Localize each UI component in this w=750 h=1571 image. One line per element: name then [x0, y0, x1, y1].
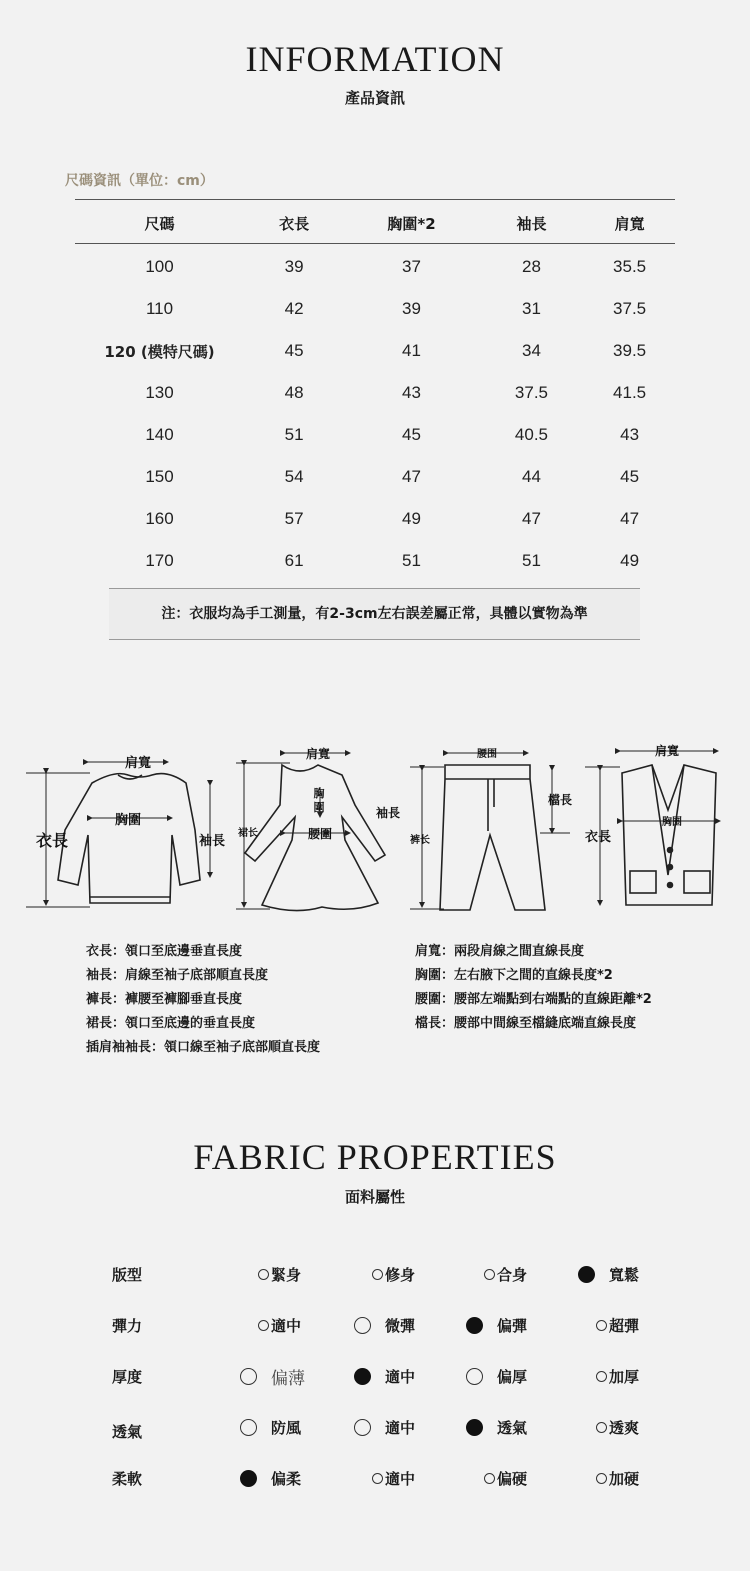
table-row	[75, 414, 675, 456]
property-option	[578, 1263, 639, 1285]
option-label: 修身	[385, 1265, 416, 1284]
property-option	[484, 1263, 527, 1285]
col-header-size: 尺碼	[144, 214, 175, 233]
radio-icon	[466, 1368, 483, 1385]
measurement-cell: 51	[522, 551, 541, 570]
property-label: 透氣	[112, 1423, 143, 1441]
selected-radio-icon	[466, 1317, 483, 1334]
option-label: 微彈	[385, 1316, 416, 1335]
label-dress-chest-2: 圍	[313, 801, 325, 814]
property-option	[466, 1314, 527, 1336]
property-label: 彈力	[112, 1317, 143, 1335]
note-bottom-rule	[109, 639, 640, 640]
table-row	[75, 246, 675, 288]
option-label: 透氣	[497, 1418, 528, 1437]
option-label: 偏彈	[497, 1316, 528, 1335]
label-dress-skirt: 裙长	[238, 828, 258, 839]
measurement-diagram	[0, 735, 750, 920]
option-label: 偏硬	[497, 1469, 528, 1488]
property-option	[372, 1467, 415, 1489]
selected-radio-icon	[466, 1419, 483, 1436]
property-option	[258, 1314, 301, 1336]
size-cell: 100	[145, 257, 174, 276]
table-row	[75, 498, 675, 540]
option-label: 防風	[271, 1418, 302, 1437]
col-header-chest: 胸圍*2	[387, 214, 436, 233]
measurement-cell: 47	[522, 509, 541, 528]
option-label: 偏厚	[497, 1367, 528, 1386]
radio-icon	[354, 1419, 371, 1436]
measurement-cell: 45	[284, 341, 304, 360]
measurement-cell: 43	[402, 383, 421, 402]
measurement-cell: 39.5	[613, 341, 647, 360]
radio-icon	[354, 1317, 371, 1334]
label-sweater-sleeve: 袖長	[198, 834, 226, 849]
property-option	[354, 1365, 415, 1387]
property-option	[372, 1263, 415, 1285]
measurement-cell: 45	[620, 467, 640, 486]
definition-item: 裙長：領口至底邊的垂直長度	[86, 1016, 256, 1031]
label-dress-sleeve: 袖長	[375, 806, 401, 820]
property-option	[466, 1365, 527, 1387]
col-header-length: 衣長	[279, 214, 310, 233]
fabric-title: FABRIC PROPERTIES	[193, 1137, 557, 1177]
measurement-cell: 37	[402, 257, 421, 276]
radio-icon	[484, 1473, 495, 1484]
size-info-label: 尺碼資訊（單位：cm）	[65, 173, 214, 189]
measurement-cell: 51	[284, 425, 304, 444]
definition-item: 檔長：腰部中間線至檔縫底端直線長度	[415, 1016, 637, 1031]
size-cell: 120 (模特尺碼)	[104, 342, 215, 361]
definition-item: 胸圍：左右腋下之間的直線長度*2	[415, 968, 613, 983]
sweater-diagram	[26, 751, 720, 911]
property-option	[484, 1467, 527, 1489]
label-pants-length: 裤长	[410, 835, 430, 846]
option-label: 加厚	[609, 1367, 640, 1386]
measurement-cell: 35.5	[613, 257, 647, 276]
definition-item: 袖長：肩線至袖子底部順直長度	[86, 968, 269, 983]
property-option	[258, 1263, 301, 1285]
measurement-cell: 37.5	[514, 383, 549, 402]
property-option	[240, 1365, 305, 1387]
selected-radio-icon	[240, 1470, 257, 1487]
measurement-cell: 49	[620, 551, 640, 570]
radio-icon	[372, 1473, 383, 1484]
selected-radio-icon	[354, 1368, 371, 1385]
measurement-cell: 54	[284, 467, 304, 486]
label-vest-chest: 胸围	[662, 817, 682, 828]
definition-item: 肩寬：兩段肩線之間直線長度	[415, 944, 585, 959]
measurement-cell: 34	[522, 341, 541, 360]
measurement-cell: 47	[620, 509, 640, 528]
label-pants-rise: 檔長	[547, 793, 573, 807]
property-option	[596, 1467, 639, 1489]
label-vest-length: 衣長	[584, 830, 612, 845]
property-label: 版型	[112, 1266, 143, 1284]
radio-icon	[372, 1269, 383, 1280]
radio-icon	[258, 1269, 269, 1280]
option-label: 加硬	[609, 1469, 640, 1488]
size-cell: 110	[145, 299, 174, 318]
size-cell: 130	[145, 383, 174, 402]
table-header-row	[75, 200, 675, 246]
measurement-cell: 47	[402, 467, 421, 486]
table-row	[75, 288, 675, 330]
option-label: 適中	[385, 1367, 416, 1386]
measurement-cell: 42	[284, 299, 304, 318]
definition-item: 腰圍：腰部左端點到右端點的直線距離*2	[415, 992, 652, 1007]
measurement-cell: 31	[522, 299, 541, 318]
measurement-cell: 41	[402, 341, 421, 360]
definition-item: 插肩袖袖長：領口線至袖子底部順直長度	[86, 1040, 321, 1055]
label-dress-chest: 胸	[313, 787, 325, 800]
definition-item: 衣長：領口至底邊垂直長度	[86, 944, 243, 959]
measurement-cell: 43	[620, 425, 640, 444]
page-subtitle: 產品資訊	[344, 89, 405, 107]
option-label: 超彈	[609, 1316, 640, 1335]
radio-icon	[596, 1371, 607, 1382]
property-option	[240, 1416, 301, 1438]
property-option	[354, 1314, 415, 1336]
option-label: 緊身	[271, 1265, 302, 1284]
table-row	[75, 330, 675, 372]
selected-radio-icon	[578, 1266, 595, 1283]
col-header-sleeve: 袖長	[516, 214, 547, 233]
measurement-cell: 40.5	[514, 425, 549, 444]
measurement-cell: 51	[402, 551, 421, 570]
table-row	[75, 540, 675, 582]
table-row	[75, 456, 675, 498]
page-title: INFORMATION	[245, 39, 505, 79]
radio-icon	[258, 1320, 269, 1331]
measurement-cell: 28	[522, 257, 541, 276]
measurement-cell: 57	[284, 509, 304, 528]
label-sweater-length: 衣長	[35, 831, 69, 850]
radio-icon	[596, 1422, 607, 1433]
label-sweater-shoulder: 肩寬	[124, 756, 152, 771]
measurement-cell: 49	[402, 509, 421, 528]
label-vest-shoulder: 肩寬	[654, 744, 680, 758]
measurement-cell: 61	[284, 551, 304, 570]
radio-icon	[484, 1269, 495, 1280]
table-row	[75, 372, 675, 414]
option-label: 偏薄	[271, 1368, 305, 1389]
property-option	[354, 1416, 415, 1438]
label-sweater-chest: 胸圍	[114, 813, 142, 828]
property-label: 柔軟	[112, 1470, 143, 1488]
size-cell: 160	[145, 509, 174, 528]
option-label: 合身	[497, 1265, 528, 1284]
measurement-cell: 41.5	[613, 383, 647, 402]
property-option	[596, 1314, 639, 1336]
size-table	[75, 200, 675, 582]
radio-icon	[240, 1368, 257, 1385]
measurement-cell: 48	[284, 383, 304, 402]
measurement-cell: 45	[402, 425, 421, 444]
definitions-left	[86, 940, 320, 1060]
measurement-cell: 39	[402, 299, 421, 318]
option-label: 偏柔	[271, 1469, 302, 1488]
fabric-subtitle: 面料屬性	[344, 1188, 405, 1206]
option-label: 適中	[271, 1316, 302, 1335]
radio-icon	[596, 1473, 607, 1484]
option-label: 透爽	[609, 1418, 640, 1437]
measurement-cell: 44	[522, 467, 541, 486]
property-option	[240, 1467, 301, 1489]
label-dress-waist: 腰圍	[307, 827, 333, 841]
option-label: 適中	[385, 1469, 416, 1488]
measurement-cell: 39	[284, 257, 304, 276]
measurement-note: 注：衣服均為手工測量，有2-3cm左右誤差屬正常，具體以實物為準	[109, 589, 640, 639]
size-cell: 150	[145, 467, 174, 486]
col-header-shoulder: 肩寬	[614, 214, 645, 233]
measurement-cell: 37.5	[613, 299, 647, 318]
radio-icon	[596, 1320, 607, 1331]
option-label: 寬鬆	[609, 1265, 640, 1284]
label-dress-shoulder: 肩寬	[305, 747, 331, 761]
size-cell: 170	[145, 551, 174, 570]
property-option	[596, 1416, 639, 1438]
radio-icon	[240, 1419, 257, 1436]
property-option	[596, 1365, 639, 1387]
definition-item: 褲長：褲腰至褲腳垂直長度	[86, 992, 243, 1007]
label-pants-waist: 腰围	[477, 749, 497, 760]
option-label: 適中	[385, 1418, 416, 1437]
property-option	[466, 1416, 527, 1438]
property-label: 厚度	[112, 1368, 143, 1386]
size-cell: 140	[145, 425, 174, 444]
definitions-right	[415, 940, 652, 1036]
